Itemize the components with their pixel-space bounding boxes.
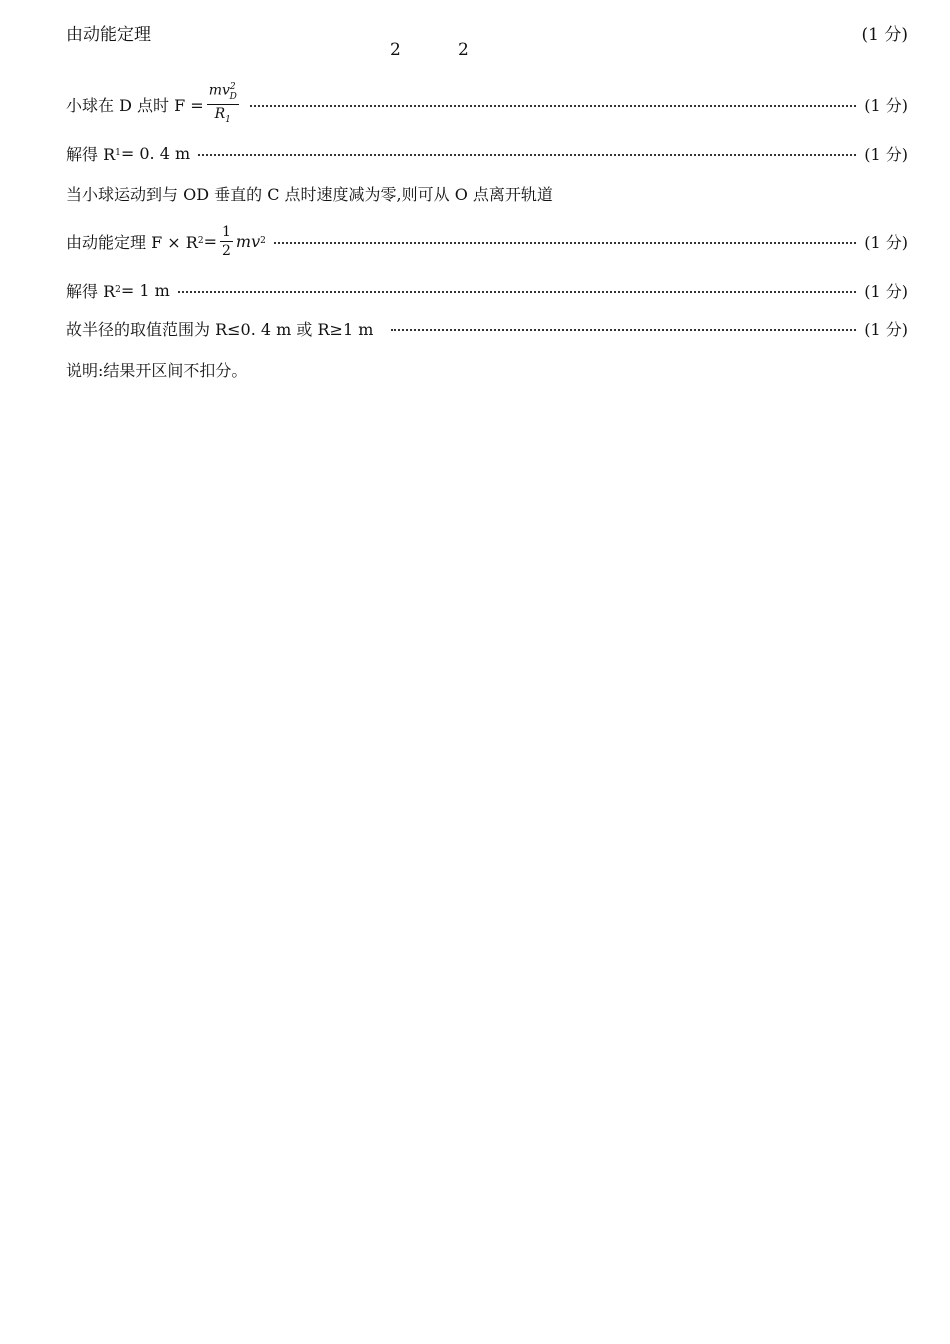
equation-line-range — [66, 313, 908, 343]
explanation-line: 当小球运动到与 OD 垂直的 C 点时速度减为零,则可从 O 点离开轨道 — [66, 185, 553, 204]
clipped-fraction-denominator-1: 2 — [390, 40, 401, 56]
line-text: 由动能定理 F × R — [66, 232, 198, 252]
clipped-score: (1 分) — [861, 25, 908, 45]
clipped-top-line — [66, 0, 908, 56]
equation-line-r1-result: 解得 R 1 = 0. 4 m (1 分) — [66, 143, 908, 164]
fraction-one-half: $\frac{1}{2}$ — [221, 223, 231, 259]
dotted-leader — [274, 242, 856, 244]
fraction-denominator: $R_1$ — [214, 105, 231, 125]
dotted-leader — [250, 105, 856, 107]
line-text: 小球在 D 点时 F = — [66, 95, 204, 115]
dotted-leader — [391, 329, 856, 331]
dotted-leader — [178, 291, 856, 293]
clipped-fraction-denominator-2: 2 — [458, 40, 469, 56]
score-label: (1 分) — [864, 95, 908, 115]
score-label: (1 分) — [864, 319, 908, 339]
fraction — [207, 83, 239, 124]
note-line: 说明:结果开区间不扣分。 — [66, 361, 248, 380]
score-label: (1 分) — [864, 281, 908, 301]
clipped-left-text: 由动能定理 — [66, 25, 151, 45]
score-label: (1 分) — [864, 232, 908, 252]
dotted-leader — [198, 154, 856, 156]
line-text: 解得 R — [66, 281, 116, 301]
equation-line-force-at-d — [66, 82, 908, 125]
equation-line-r2-result: 解得 R 2 = 1 m (1 分) — [66, 280, 908, 301]
line-text: 故半径的取值范围为 R≤0. 4 m 或 R≥1 m — [66, 319, 374, 339]
score-label: (1 分) — [864, 144, 908, 164]
line-text: 解得 R — [66, 144, 116, 164]
equation-line-work-energy: 由动能定理 F × R 2 = $\frac{1}{2}$ mv 2 (1 分) — [66, 223, 908, 259]
fraction-numerator: $mv^2_D$ — [207, 83, 239, 104]
